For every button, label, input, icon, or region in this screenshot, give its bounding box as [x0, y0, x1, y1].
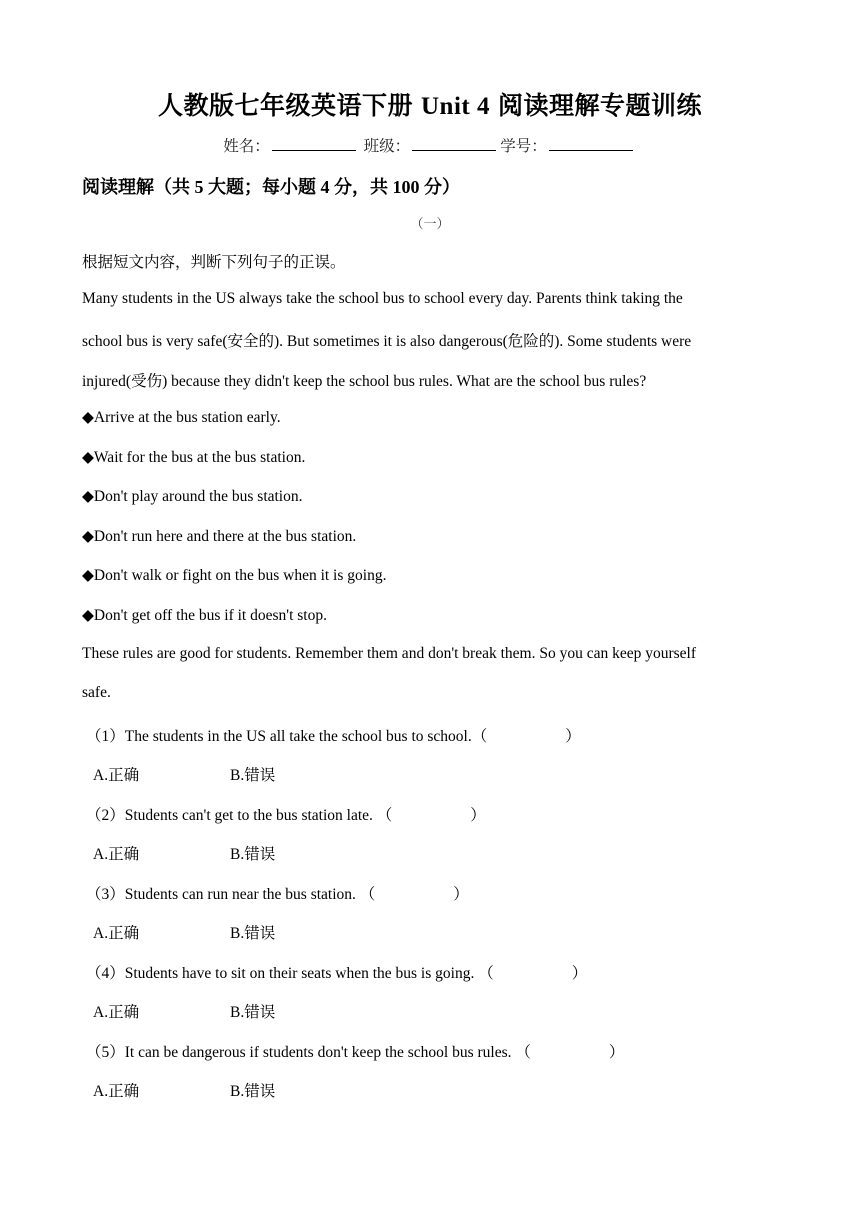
- question-4-option-b[interactable]: B.错误: [230, 1004, 276, 1021]
- passage-line-2: school bus is very safe(安全的). But sometimes it is also dangerous(危险的). Some students were: [82, 333, 692, 350]
- question-1-close: ）: [565, 728, 581, 745]
- section-heading: 阅读理解（共 5 大题；每小题 4 分，共 100 分）: [82, 177, 460, 197]
- question-5: [86, 1040, 624, 1062]
- name-label: 姓名：: [223, 138, 270, 155]
- question-1-option-a[interactable]: A.正确: [93, 767, 140, 784]
- question-2-option-a[interactable]: A.正确: [93, 846, 140, 863]
- question-2-option-b[interactable]: B.错误: [230, 846, 276, 863]
- question-3-option-b[interactable]: B.错误: [230, 925, 276, 942]
- class-blank[interactable]: [412, 136, 496, 151]
- title-cn-part2: 阅读理解专题训练: [497, 93, 702, 120]
- id-blank[interactable]: [549, 136, 633, 151]
- question-3: [86, 882, 469, 904]
- question-4-close: ）: [571, 965, 588, 982]
- part-label: （一）: [410, 216, 450, 231]
- question-4-text: （4）Students have to sit on their seats when the bus is going. （: [86, 965, 494, 982]
- rule-item-2: ◆Wait for the bus at the bus station.: [82, 449, 306, 466]
- question-2: [86, 803, 486, 825]
- closing-line-2: safe.: [82, 684, 111, 701]
- rule-item-4: ◆Don't run here and there at the bus station.: [82, 528, 357, 545]
- question-5-text: （5）It can be dangerous if students don't keep the school bus rules. （: [86, 1044, 531, 1061]
- closing-line-1: These rules are good for students. Remember them and don't break them. So you can keep yourself: [82, 645, 697, 662]
- passage-line-1: Many students in the US always take the school bus to school every day. Parents think taking the: [82, 290, 683, 307]
- class-label: 班级：: [363, 138, 411, 155]
- question-3-close: ）: [453, 886, 469, 903]
- rule-item-1: ◆Arrive at the bus station early.: [82, 409, 281, 426]
- title-unit: Unit 4: [421, 93, 490, 120]
- question-3-text: （3）Students can run near the bus station. （: [86, 886, 376, 903]
- question-1-text: （1）The students in the US all take the school bus to school.（: [86, 728, 488, 745]
- question-5-option-b[interactable]: B.错误: [230, 1083, 276, 1100]
- student-info-line: [0, 134, 860, 156]
- question-1: [86, 724, 581, 746]
- page-title: [0, 86, 860, 122]
- question-4-option-a[interactable]: A.正确: [93, 1004, 140, 1021]
- question-2-text: （2）Students can't get to the bus station late. （: [86, 807, 393, 824]
- rule-item-6: ◆Don't get off the bus if it doesn't stop.: [82, 607, 327, 624]
- rule-item-5: ◆Don't walk or fight on the bus when it is going.: [82, 567, 387, 584]
- question-5-close: ）: [608, 1044, 625, 1061]
- question-3-option-a[interactable]: A.正确: [93, 925, 140, 942]
- question-1-option-b[interactable]: B.错误: [230, 767, 276, 784]
- question-5-option-a[interactable]: A.正确: [93, 1083, 140, 1100]
- question-4: [86, 961, 587, 983]
- rule-item-3: ◆Don't play around the bus station.: [82, 488, 303, 505]
- id-label: 学号：: [500, 138, 547, 155]
- instruction-text: 根据短文内容，判断下列句子的正误。: [82, 254, 346, 271]
- question-2-close: ）: [470, 807, 486, 824]
- passage-line-3: injured(受伤) because they didn't keep the school bus rules. What are the school bus rules?: [82, 373, 647, 390]
- name-blank[interactable]: [272, 136, 356, 151]
- title-cn-part1: 人教版七年级英语下册: [157, 93, 413, 120]
